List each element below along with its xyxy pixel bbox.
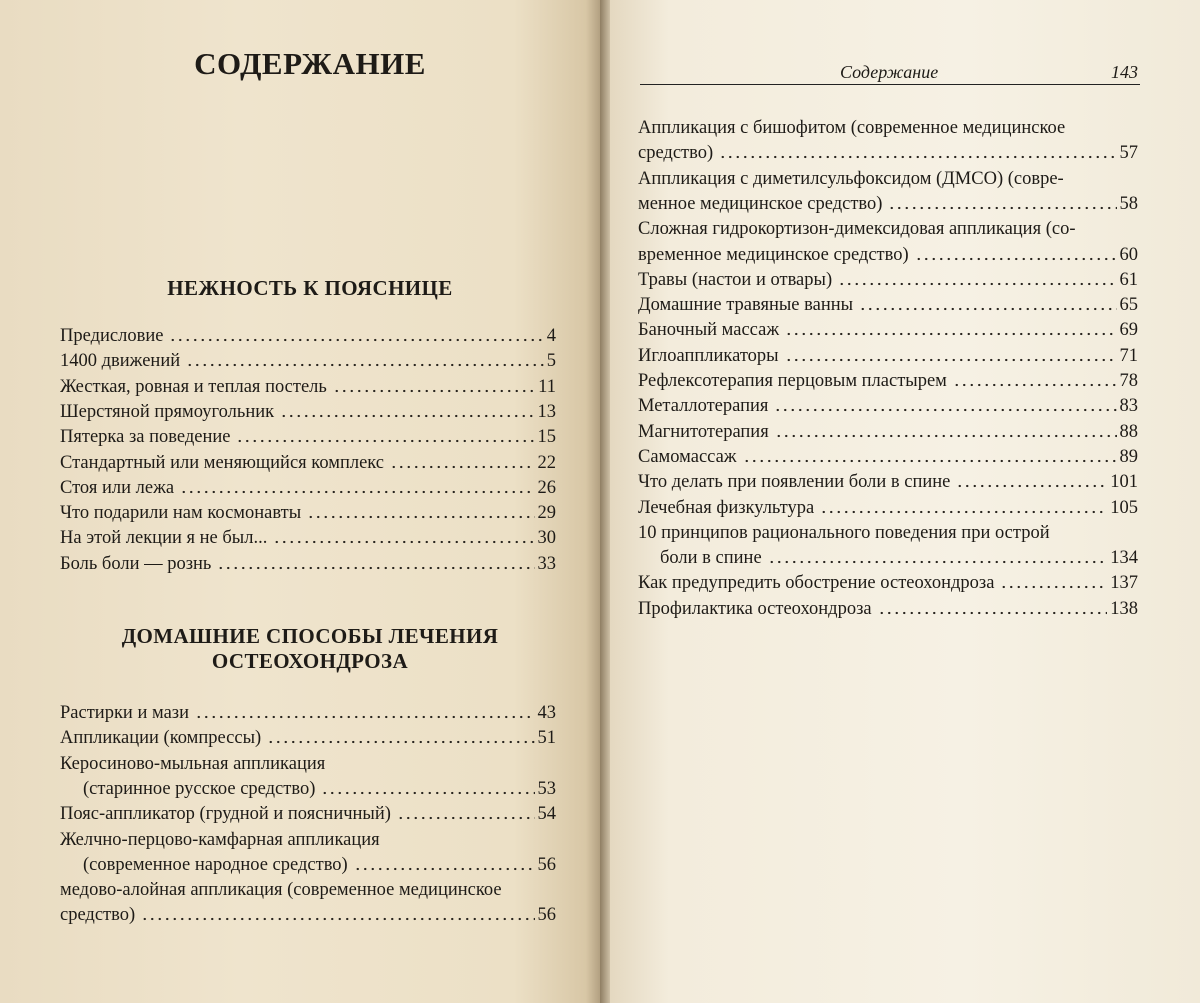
toc-entry-title: медово-алойная аппликация (современное медицинское <box>60 880 502 901</box>
toc-entry-title: Керосиново-мыльная аппликация <box>60 753 326 774</box>
toc-page-number: 33 <box>537 553 556 574</box>
toc-entry-title: Магнитотерапия <box>638 421 769 442</box>
dot-leader <box>333 375 535 393</box>
dot-leader <box>280 400 534 418</box>
toc-entry-line <box>638 445 1138 469</box>
dot-leader <box>878 597 1108 615</box>
toc-entry-title: Травы (настои и отвары) <box>638 269 833 290</box>
toc-page-number: 11 <box>538 376 556 397</box>
toc-entry-line <box>60 552 556 576</box>
toc-entry-title: Как предупредить обострение остеохондроза <box>638 573 995 594</box>
toc-page-number: 138 <box>1110 598 1138 619</box>
toc-page-number: 56 <box>537 854 556 875</box>
dot-leader <box>888 192 1116 210</box>
dot-leader <box>307 501 534 519</box>
toc-entry-title: Профилактика остеохондроза <box>638 598 872 619</box>
page-number: 143 <box>1111 62 1138 82</box>
toc-entry-line <box>638 369 1138 393</box>
toc-entry-line <box>638 268 1138 292</box>
toc-entry-line <box>638 141 1138 165</box>
toc-page-number: 83 <box>1119 396 1138 417</box>
toc-page-number: 4 <box>546 326 556 346</box>
toc-entry-title: менное медицинское средство) <box>638 193 883 214</box>
toc-entry-line <box>638 571 1138 595</box>
toc-entry-line <box>83 853 556 877</box>
toc-entry-line <box>638 597 1138 621</box>
toc-page-number: 69 <box>1119 320 1138 341</box>
toc-entry-title: (старинное русское средство) <box>83 778 316 799</box>
toc-entry-title: Аппликация с диметилсульфоксидом (ДМСО) (совре- <box>638 168 1064 189</box>
dot-leader <box>785 344 1117 362</box>
toc-entry-line <box>60 903 556 927</box>
toc-entry-line <box>83 777 556 801</box>
toc-entry-line <box>60 324 556 348</box>
toc-entry-title: Что подарили нам космонавты <box>60 503 302 524</box>
toc-page-number: 54 <box>537 804 556 825</box>
toc-page-number: 26 <box>537 477 556 498</box>
toc-entry-line <box>638 420 1138 444</box>
toc-entry-title: Рефлексотерапия перцовым пластырем <box>638 371 947 391</box>
toc-page-number: 78 <box>1119 371 1138 391</box>
toc-entry-title: Пояс-аппликатор (грудной и поясничный) <box>60 804 391 825</box>
dot-leader <box>768 546 1108 564</box>
toc-entry-title: боли в спине <box>660 548 762 569</box>
dot-leader <box>169 324 543 342</box>
toc-entry-line <box>60 476 556 500</box>
dot-leader <box>743 445 1117 463</box>
toc-page-number: 5 <box>546 351 556 372</box>
dot-leader <box>775 420 1117 438</box>
toc-page-number: 51 <box>537 728 556 749</box>
toc-entry-title: Баночный массаж <box>638 320 780 341</box>
toc-page-number: 43 <box>537 703 556 723</box>
dot-leader <box>719 141 1116 159</box>
toc-page-number: 65 <box>1119 295 1138 316</box>
toc-entry-title: Иглоаппликаторы <box>638 345 779 366</box>
toc-entry-line <box>60 451 556 475</box>
toc-page-number: 105 <box>1110 497 1138 518</box>
toc-page-number: 88 <box>1119 421 1138 442</box>
dot-leader <box>397 802 535 820</box>
toc-entry-title: Лечебная физкультура <box>638 497 815 518</box>
toc-entry-title: Аппликации (компрессы) <box>60 728 262 749</box>
toc-entry-title: Жесткая, ровная и теплая постель <box>60 376 327 397</box>
toc-entry-line <box>60 501 556 525</box>
toc-entry-title: 10 принципов рационального поведения при острой <box>638 522 1050 543</box>
dot-leader <box>390 451 534 469</box>
toc-page-number: 101 <box>1110 472 1138 493</box>
toc-entry-line <box>60 878 502 902</box>
section-heading-line: ДОМАШНИЕ СПОСОБЫ ЛЕЧЕНИЯ <box>121 624 499 648</box>
toc-page-number: 53 <box>537 778 556 799</box>
section-heading-line: ОСТЕОХОНДРОЗА <box>211 649 409 673</box>
toc-entry-line <box>638 521 1050 545</box>
dot-leader <box>956 470 1107 488</box>
toc-entry-title: Растирки и мази <box>60 703 189 723</box>
toc-entry-line <box>60 425 556 449</box>
dot-leader <box>180 476 534 494</box>
toc-entry-title: Что делать при появлении боли в спине <box>638 472 951 493</box>
dot-leader <box>267 726 534 744</box>
toc-entry-line <box>638 318 1138 342</box>
dot-leader <box>785 318 1116 336</box>
dot-leader <box>820 496 1107 514</box>
toc-page-number: 57 <box>1119 143 1138 164</box>
toc-entry-line <box>60 349 556 373</box>
toc-entry-line <box>60 802 556 826</box>
toc-entry-title: (современное народное средство) <box>83 854 348 875</box>
toc-entry-line <box>60 828 380 852</box>
dot-leader <box>953 369 1117 387</box>
toc-entry-title: средство) <box>60 905 136 926</box>
dot-leader <box>838 268 1116 286</box>
toc-entry-title: Аппликация с бишофитом (современное медицинское <box>638 118 1066 138</box>
toc-entry-title: На этой лекции я не был... <box>60 528 268 549</box>
toc-entry-line <box>60 375 556 399</box>
dot-leader <box>195 701 535 719</box>
toc-entry-title: Стандартный или меняющийся комплекс <box>60 452 385 473</box>
toc-entry-line <box>60 526 556 550</box>
toc-entry-title: Металлотерапия <box>638 396 769 417</box>
toc-entry-line <box>638 217 1076 241</box>
toc-page-number: 71 <box>1119 345 1138 366</box>
dot-leader <box>186 349 544 367</box>
toc-page-number: 30 <box>537 528 556 549</box>
section-heading <box>40 624 580 674</box>
dot-leader <box>859 293 1116 311</box>
toc-entry-line <box>60 726 556 750</box>
dot-leader <box>217 552 534 570</box>
toc-page-number: 15 <box>537 427 556 448</box>
toc-entry-title: Шерстяной прямоугольник <box>60 401 275 422</box>
dot-leader <box>915 243 1117 261</box>
toc-entry-line <box>638 394 1138 418</box>
dot-leader <box>273 526 534 544</box>
toc-page-number: 134 <box>1110 548 1138 569</box>
toc-entry-title: Стоя или лежа <box>60 477 175 498</box>
section-heading <box>40 276 580 301</box>
toc-entry-title: Желчно-перцово-камфарная аппликация <box>60 829 380 850</box>
toc-entry-title: Предисловие <box>60 326 164 346</box>
toc-entry-line <box>660 546 1138 570</box>
toc-page-number: 137 <box>1110 573 1138 594</box>
toc-entry-title: средство) <box>638 143 714 164</box>
toc-entry-title: Домашние травяные ванны <box>638 295 854 316</box>
toc-page-number: 60 <box>1119 244 1138 265</box>
running-title: Содержание <box>840 62 939 82</box>
section-heading-line: НЕЖНОСТЬ К ПОЯСНИЦЕ <box>167 276 453 300</box>
toc-entry-line <box>60 701 556 725</box>
dot-leader <box>1000 571 1107 589</box>
toc-entry-line <box>638 116 1065 140</box>
toc-entry-title: Боль боли — рознь <box>60 553 212 574</box>
dot-leader <box>141 903 534 921</box>
toc-entry-line <box>60 400 556 424</box>
toc-entry-line <box>638 243 1138 267</box>
toc-page-number: 58 <box>1119 193 1138 214</box>
toc-page-number: 13 <box>537 401 556 422</box>
toc-entry-title: Пятерка за поведение <box>60 427 231 448</box>
dot-leader <box>236 425 534 443</box>
contents-title: СОДЕРЖАНИЕ <box>194 46 426 81</box>
toc-entry-title: 1400 движений <box>60 351 181 372</box>
toc-entry-line <box>638 344 1138 368</box>
running-header <box>640 62 1140 85</box>
toc-entry-line <box>638 496 1138 520</box>
toc-entry-line <box>60 752 325 776</box>
dot-leader <box>354 853 535 871</box>
dot-leader <box>774 394 1116 412</box>
toc-entry-title: Самомассаж <box>638 446 737 467</box>
toc-page-number: 29 <box>537 503 556 524</box>
toc-page-number: 89 <box>1119 446 1138 467</box>
toc-entry-line <box>638 167 1064 191</box>
toc-entry-line <box>638 293 1138 317</box>
toc-entry-line <box>638 192 1138 216</box>
toc-page-number: 22 <box>537 452 556 473</box>
toc-page-number: 61 <box>1119 269 1138 290</box>
toc-entry-title: Сложная гидрокортизон-димексидовая аппликация (со- <box>638 219 1076 240</box>
dot-leader <box>321 777 534 795</box>
toc-entry-title: временное медицинское средство) <box>638 244 909 265</box>
toc-entry-line <box>638 470 1138 494</box>
toc-page-number: 56 <box>537 905 556 926</box>
